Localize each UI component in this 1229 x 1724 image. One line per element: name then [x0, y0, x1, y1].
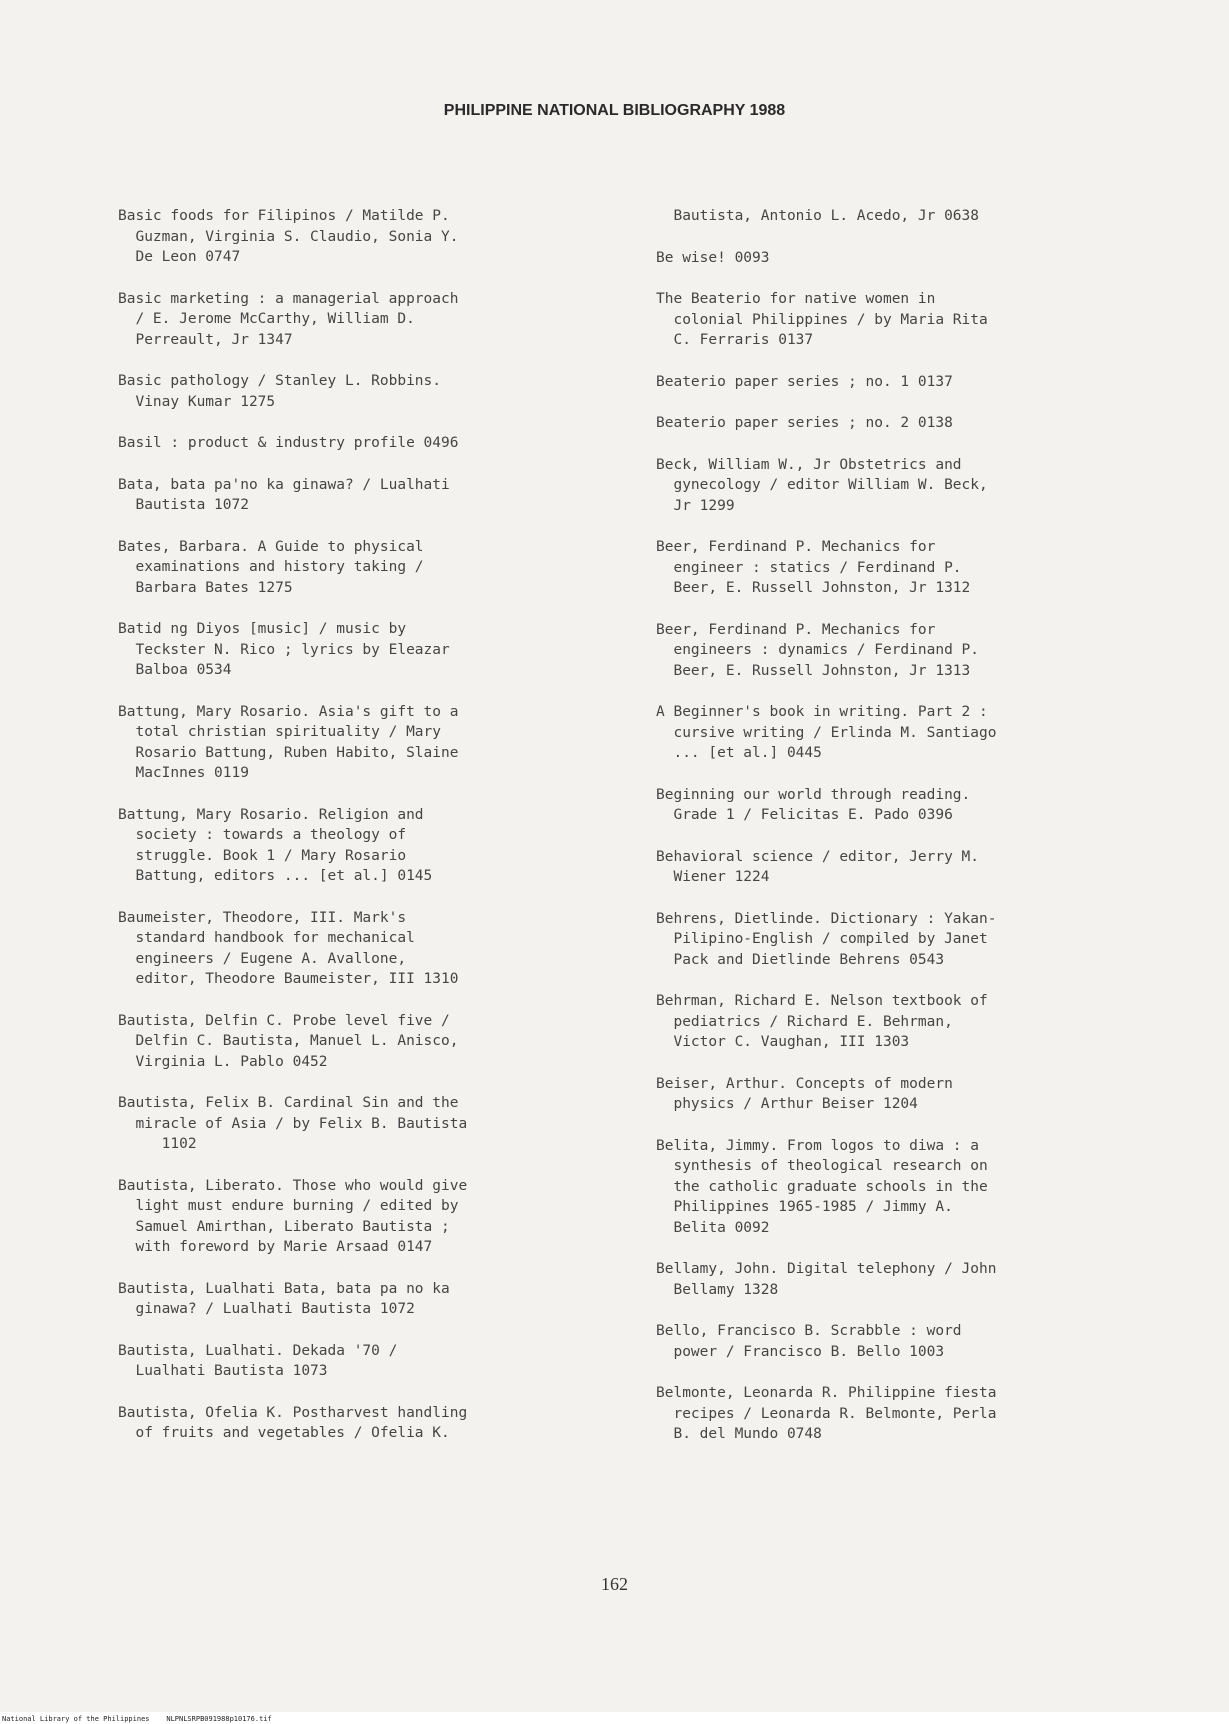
bibliography-entry: Bautista, Lualhati Bata, bata pa no ka ginawa? / Lualhati Bautista 1072: [118, 1280, 450, 1317]
right-column: [656, 206, 1136, 1466]
bibliography-entry: Be wise! 0093: [656, 249, 770, 266]
bibliography-entry: Belmonte, Leonarda R. Philippine fiesta recipes / Leonarda R. Belmonte, Perla B. del Mundo 0748: [656, 1385, 997, 1442]
bibliography-entry: Bautista, Antonio L. Acedo, Jr 0638: [656, 208, 980, 224]
page-title: PHILIPPINE NATIONAL BIBLIOGRAPHY 1988: [443, 102, 786, 119]
bibliography-entry: Bates, Barbara. A Guide to physical examinations and history taking / Barbara Bates 1275: [118, 538, 424, 596]
bibliography-entry: Beaterio paper series ; no. 2 0138: [656, 415, 953, 431]
page-number: 162: [601, 1574, 628, 1594]
bibliography-entry: Batid ng Diyos [music] / music by Teckster N. Rico ; lyrics by Eleazar Balboa 0534: [118, 621, 450, 678]
bibliography-entry: Bautista, Liberato. Those who would give light must endure burning / edited by Samuel Amirthan, Liberato Bautista ; with foreword by Marie Arsaad 0147: [118, 1177, 468, 1255]
bibliography-entry: Beginning our world through reading. Grade 1 / Felicitas E. Pado 0396: [656, 786, 971, 823]
bibliography-entry: Bata, bata pa'no ka ginawa? / Lualhati Bautista 1072: [118, 476, 450, 513]
scan-caption: National Library of the Philippines NLPNLSRPB091988p10176.tif: [2, 1715, 272, 1723]
bibliography-entry: Bautista, Felix B. Cardinal Sin and the miracle of Asia / by Felix B. Bautista 1102: [118, 1095, 468, 1152]
bibliography-entry: Beaterio paper series ; no. 1 0137: [656, 373, 953, 390]
bibliography-entry: Beer, Ferdinand P. Mechanics for engineers : dynamics / Ferdinand P. Beer, E. Russell Johnston, Jr 1313: [656, 621, 980, 679]
bibliography-entry: Beck, William W., Jr Obstetrics and gynecology / editor William W. Beck, Jr 1299: [656, 456, 988, 514]
bibliography-entry: Bello, Francisco B. Scrabble : word power / Francisco B. Bello 1003: [656, 1323, 962, 1360]
bibliography-entry: Basil : product & industry profile 0496: [118, 435, 459, 451]
bibliography-entry: Belita, Jimmy. From logos to diwa : a synthesis of theological research on the catholic graduate schools in the Philippines 1965-1985 / Jimmy A. Belita 0092: [656, 1137, 988, 1236]
bibliography-entry: Baumeister, Theodore, III. Mark's standard handbook for mechanical engineers / Eugene A. Avallone, editor, Theodore Baumeister, III 1310: [118, 909, 459, 987]
bibliography-entry: Behrman, Richard E. Nelson textbook of pediatrics / Richard E. Behrman, Victor C. Vaughan, III 1303: [656, 993, 988, 1050]
bibliography-entry: Battung, Mary Rosario. Asia's gift to a total christian spirituality / Mary Rosario Battung, Ruben Habito, Slaine MacInnes 0119: [118, 703, 459, 781]
bibliography-entry: Beiser, Arthur. Concepts of modern physics / Arthur Beiser 1204: [656, 1075, 953, 1112]
bibliography-entry: Basic foods for Filipinos / Matilde P. Guzman, Virginia S. Claudio, Sonia Y. De Leon 0747: [118, 208, 459, 265]
scan-footer: [0, 1712, 1229, 1724]
bibliography-entry: Bautista, Lualhati. Dekada '70 / Lualhati Bautista 1073: [118, 1342, 398, 1379]
bibliography-entry: Bautista, Delfin C. Probe level five / Delfin C. Bautista, Manuel L. Anisco, Virginia L. Pablo 0452: [118, 1012, 459, 1070]
bibliography-entry: Basic pathology / Stanley L. Robbins. Vinay Kumar 1275: [118, 373, 442, 410]
left-column: [118, 206, 638, 1465]
bibliography-entry: Beer, Ferdinand P. Mechanics for engineer : statics / Ferdinand P. Beer, E. Russell Johnston, Jr 1312: [656, 539, 971, 596]
bibliography-entry: Bautista, Ofelia K. Postharvest handling of fruits and vegetables / Ofelia K.: [118, 1404, 468, 1441]
bibliography-entry: Bellamy, John. Digital telephony / John Bellamy 1328: [656, 1261, 997, 1298]
bibliography-entry: Battung, Mary Rosario. Religion and society : towards a theology of struggle. Book 1 / Mary Rosario Battung, editors ... [et al.] 0145: [118, 806, 433, 884]
bibliography-entry: A Beginner's book in writing. Part 2 : cursive writing / Erlinda M. Santiago ... [et al.] 0445: [656, 704, 997, 761]
bibliography-entry: Behrens, Dietlinde. Dictionary : Yakan- Pilipino-English / compiled by Janet Pack and Dietlinde Behrens 0543: [656, 910, 997, 968]
bibliography-entry: Basic marketing : a managerial approach / E. Jerome McCarthy, William D. Perreault, Jr 1347: [118, 290, 459, 348]
bibliography-entry: Behavioral science / editor, Jerry M. Wiener 1224: [656, 848, 980, 885]
bibliography-entry: The Beaterio for native women in colonial Philippines / by Maria Rita C. Ferraris 0137: [656, 291, 988, 348]
